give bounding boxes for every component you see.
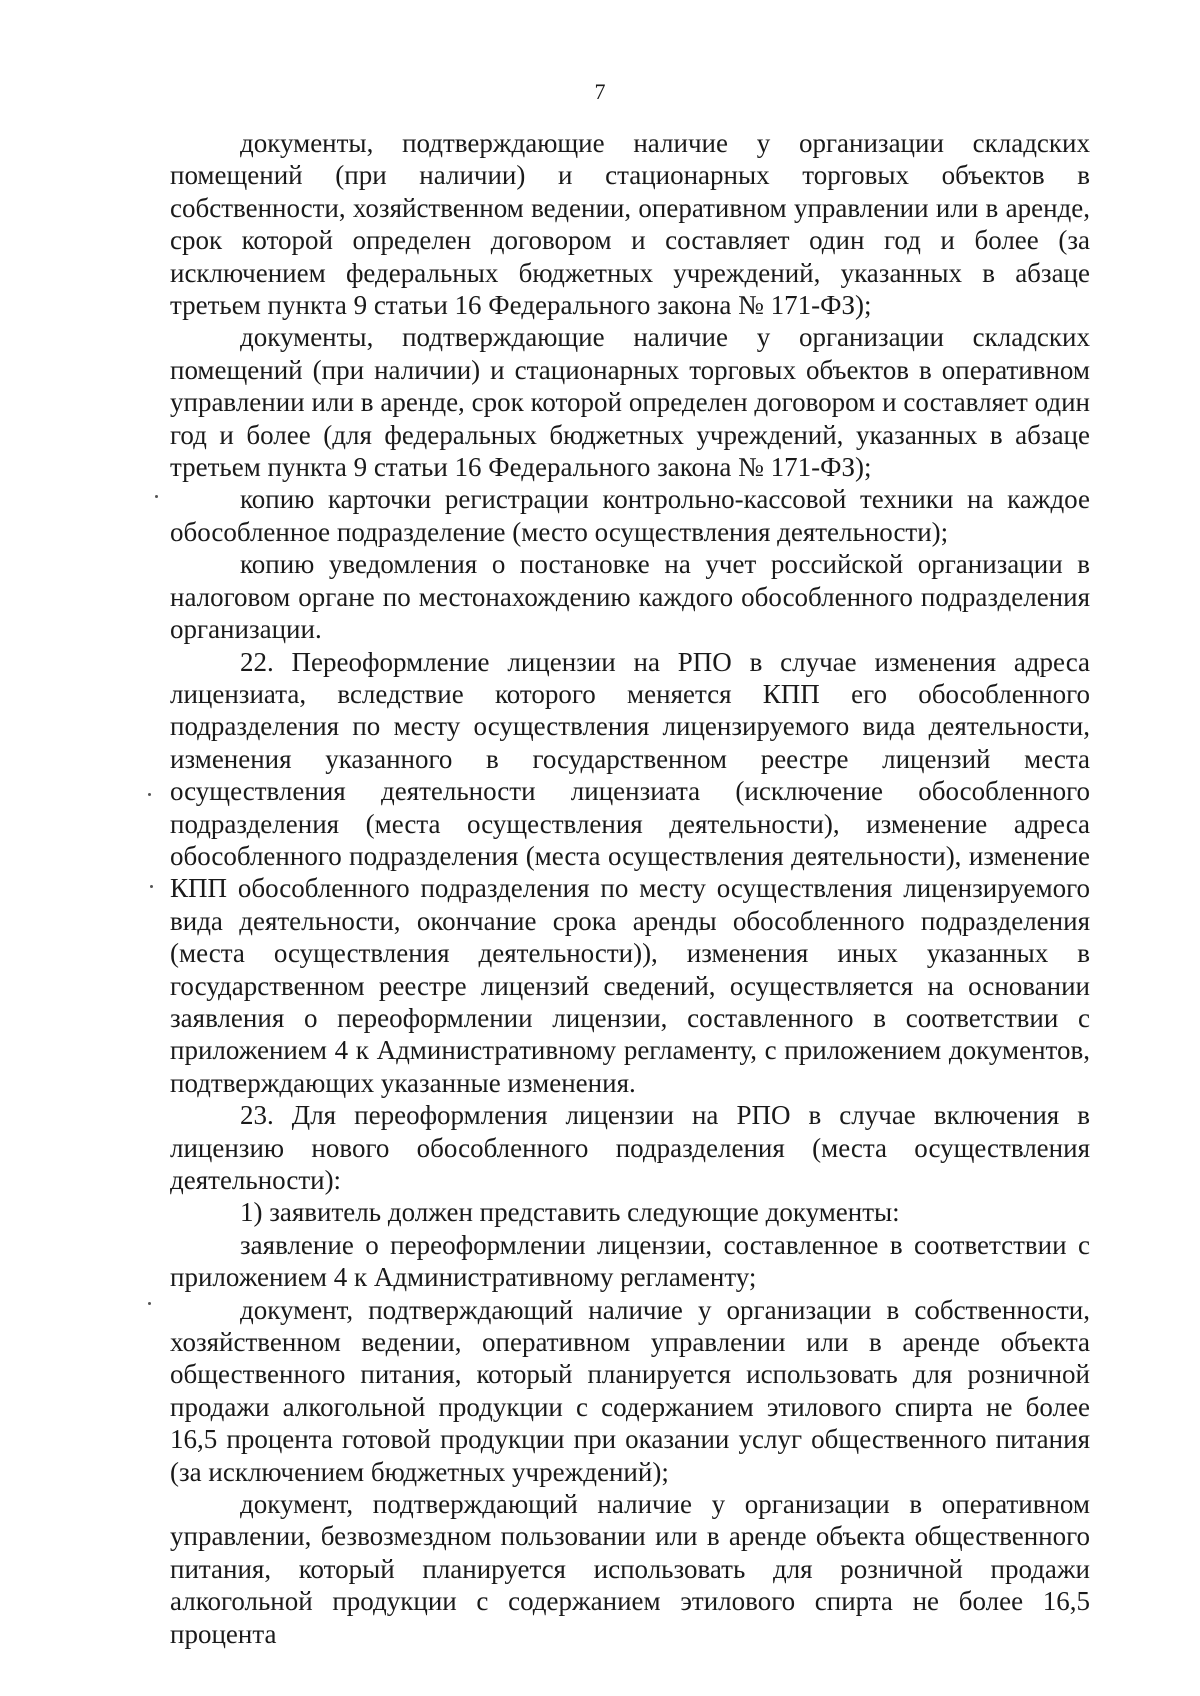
- paragraph: 23. Для переоформления лицензии на РПО в случае включения в лицензию нового обособленного подразделения (места осуществления деятельности):: [170, 1100, 1090, 1195]
- paragraph: документ, подтверждающий наличие у организации в оперативном управлении, безвозмездном пользовании или в аренде объекта общественного питания, который планируется использовать для розничной продажи алкогольной продукции с содержанием этилового спирта не более 16,5 процента: [170, 1489, 1090, 1649]
- scan-speck: [148, 793, 151, 796]
- scan-speck: [148, 1302, 151, 1305]
- paragraph: копию карточки регистрации контрольно-кассовой техники на каждое обособленное подразделение (место осуществления деятельности);: [170, 484, 1090, 547]
- page-number: 7: [594, 79, 606, 104]
- paragraph: документ, подтверждающий наличие у организации в собственности, хозяйственном ведении, оперативном управлении или в аренде объекта общественного питания, который планируется использовать для розничной продажи алкогольной продукции с содержанием этилового спирта не более 16,5 процента готовой продукции при оказании услуг общественного питания (за исключением бюджетных учреждений);: [170, 1294, 1090, 1487]
- scan-speck: [150, 885, 153, 888]
- document-body: [170, 127, 1090, 1650]
- paragraph: документы, подтверждающие наличие у организации складских помещений (при наличии) и стационарных торговых объектов в оперативном управлении или в аренде, срок которой определен договором и составляет один год и более (для федеральных бюджетных учреждений, указанных в абзаце третьем пункта 9 статьи 16 Федерального закона № 171-ФЗ);: [170, 322, 1090, 483]
- scan-speck: [155, 495, 158, 498]
- paragraph: 22. Переоформление лицензии на РПО в случае изменения адреса лицензиата, вследствие которого меняется КПП его обособленного подразделения по месту осуществления лицензируемого вида деятельности, изменения указанного в государственном реестре лицензий места осуществления деятельности лицензиата (исключение обособленного подразделения (места осуществления деятельности), изменение адреса обособленного подразделения (места осуществления деятельности), изменение КПП обособленного подразделения по месту осуществления лицензируемого вида деятельности, окончание срока аренды обособленного подразделения (места осуществления деятельности)), изменения иных указанных в государственном реестре лицензий сведений, осуществляется на основании заявления о переоформлении лицензии, составленного в соответствии с приложением 4 к Административному регламенту, с приложением документов, подтверждающих указанные изменения.: [170, 646, 1090, 1098]
- paragraph: заявление о переоформлении лицензии, составленное в соответствии с приложением 4 к Административному регламенту;: [170, 1229, 1090, 1293]
- paragraph: копию уведомления о постановке на учет российской организации в налоговом органе по местонахождению каждого обособленного подразделения организации.: [170, 549, 1090, 645]
- paragraph: 1) заявитель должен представить следующие документы:: [240, 1197, 900, 1228]
- paragraph: документы, подтверждающие наличие у организации складских помещений (при наличии) и стационарных торговых объектов в собственности, хозяйственном ведении, оперативном управлении или в аренде, срок которой определен договором и составляет один год и более (за исключением федеральных бюджетных учреждений, указанных в абзаце третьем пункта 9 статьи 16 Федерального закона № 171-ФЗ);: [170, 128, 1090, 321]
